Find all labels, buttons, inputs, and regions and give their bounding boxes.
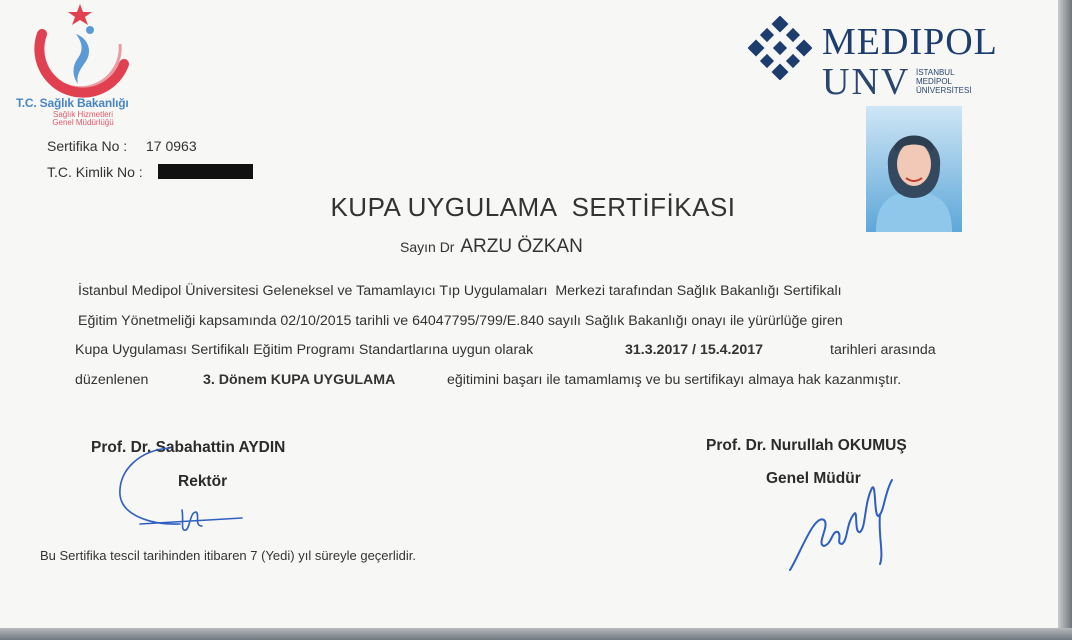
program-name: 3. Dönem KUPA UYGULAMA	[203, 372, 396, 388]
ministry-sub1: Sağlık Hizmetleri	[52, 110, 113, 119]
ministry-name: T.C. Sağlık Bakanlığı	[16, 96, 129, 110]
medipol-sub2: MEDİPOL	[916, 77, 953, 86]
id-number-redacted	[158, 164, 253, 179]
body-line-2: Eğitim Yönetmeliği kapsamında 02/10/2015 tarihli ve 64047795/799/E.840 sayılı Sağlık Bakanlığı onayı ile yürürlüğe giren	[78, 313, 843, 329]
medipol-subtitle	[916, 68, 972, 95]
director-name: Prof. Dr. Nurullah OKUMUŞ	[706, 437, 907, 454]
id-number-label: T.C. Kimlik No :	[47, 164, 143, 180]
salutation	[400, 236, 583, 258]
ministry-subtitle	[38, 111, 128, 127]
ministry-logo-icon	[28, 4, 138, 99]
certificate-title-text: KUPA UYGULAMA SERTİFİKASI	[330, 192, 736, 222]
body-line-4-start: düzenlenen	[75, 372, 149, 388]
certificate-number-label: Sertifika No :	[47, 138, 128, 154]
ministry-sub2: Genel Müdürlüğü	[52, 118, 114, 127]
body-line-1: İstanbul Medipol Üniversitesi Geleneksel ve Tamamlayıcı Tıp Uygulamaları Merkezi tarafından Sağlık Bakanlığı Sertifikalı	[78, 283, 842, 299]
validity-note: Bu Sertifika tescil tarihinden itibaren 7 (Yedi) yıl süreyle geçerlidir.	[40, 548, 416, 563]
salutation-prefix: Sayın Dr	[400, 239, 455, 255]
rector-name: Prof. Dr. Sabahattin AYDIN	[91, 439, 286, 456]
body-line-4-end: eğitimini başarı ile tamamlamış ve bu sertifikayı almaya hak kazanmıştır.	[447, 372, 902, 388]
rector-title: Rektör	[178, 473, 228, 490]
body-line-3-end: tarihleri arasında	[830, 342, 936, 358]
recipient-name: ARZU ÖZKAN	[460, 236, 583, 257]
medipol-sub3: ÜNİVERSİTESİ	[916, 86, 972, 95]
certificate-number-value: 17 0963	[146, 138, 197, 154]
director-title: Genel Müdür	[766, 470, 861, 487]
frame-edge-right	[1058, 0, 1072, 640]
training-dates: 31.3.2017 / 15.4.2017	[625, 342, 764, 358]
signature-right-icon	[780, 474, 910, 584]
medipol-logo-mark-icon	[748, 16, 812, 80]
body-line-3: Kupa Uygulaması Sertifikalı Eğitim Programı Standartlarına uygun olarak	[75, 342, 534, 358]
medipol-sub1: İSTANBUL	[916, 68, 955, 77]
medipol-name: MEDIPOL	[822, 21, 998, 63]
frame-edge-bottom	[0, 628, 1072, 640]
certificate-title	[0, 192, 1072, 223]
signature-left-icon	[110, 440, 250, 540]
medipol-abbr: UNV	[822, 61, 911, 103]
